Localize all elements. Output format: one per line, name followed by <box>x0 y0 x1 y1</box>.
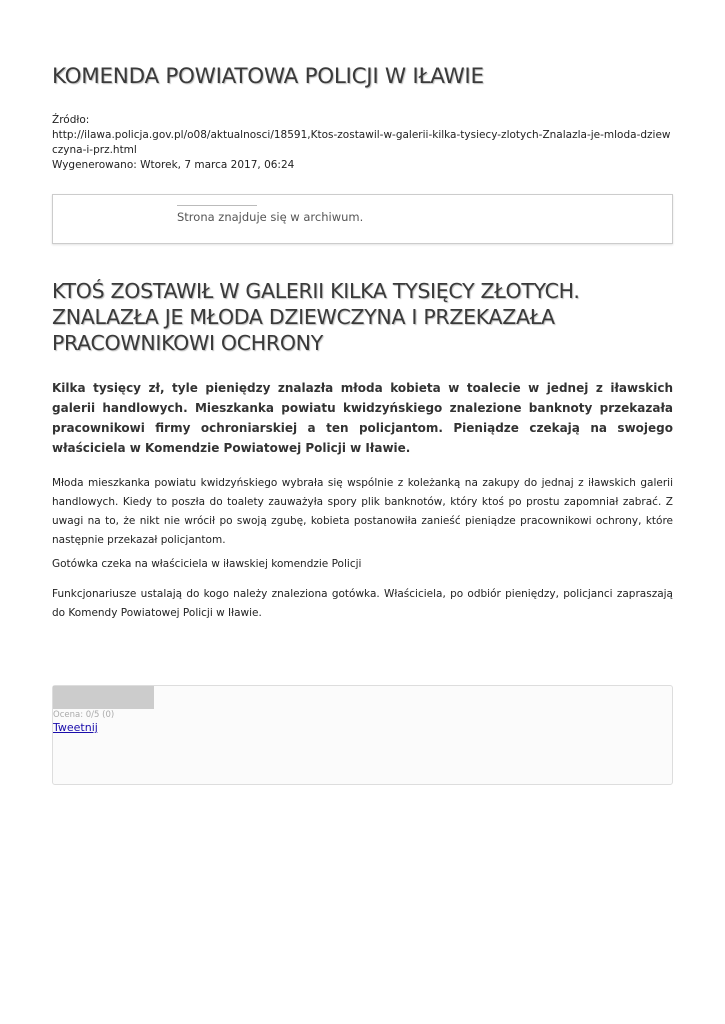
article-title: KTOŚ ZOSTAWIŁ W GALERII KILKA TYSIĘCY ZŁOTYCH. ZNALAZŁA JE MŁODA DZIEWCZYNA I PRZEKAZAŁA PRACOWNIKOWI OCHRONY <box>52 279 580 355</box>
archive-divider <box>177 205 257 206</box>
article-paragraph: Funkcjonariusze ustalają do kogo należy znaleziona gotówka. Właściciela, po odbiór pieniędzy, policjanci zapraszają do Komendy Powiatowej Policji w Iławie. <box>52 588 673 619</box>
source-label: Źródło: <box>52 114 90 126</box>
source-url: http://ilawa.policja.gov.pl/o08/aktualnosci/18591,Ktos-zostawil-w-galerii-kilka-tysiecy-zlotych-Znalazla-je-mloda-dziewczyna-i-prz.html <box>52 129 671 156</box>
article-paragraph: Gotówka czeka na właściciela w iławskiej komendzie Policji <box>52 558 362 570</box>
archive-notice: Strona znajduje się w archiwum. <box>177 210 364 224</box>
source-meta <box>52 113 673 173</box>
share-rating-box <box>52 685 673 785</box>
generated-date: Wygenerowano: Wtorek, 7 marca 2017, 06:24 <box>52 159 295 171</box>
archive-notice-box <box>52 194 673 244</box>
rating-stars-bar[interactable] <box>53 686 154 709</box>
article-paragraph: Młoda mieszkanka powiatu kwidzyńskiego wybrała się wspólnie z koleżanką na zakupy do jednaj z iławskich galerii handlowych. Kiedy to poszła do toalety zauważyła spory plik banknotów, który ktoś po prostu zapomniał zabrać. Z uwagi na to, że nikt nie wrócił po swoją zgubę, kobieta postanowiła zanieść pieniądze pracownikowi ochrony, które następnie przekazał policjantom. <box>52 477 673 546</box>
article-lead: Kilka tysięcy zł, tyle pieniędzy znalazła młoda kobieta w toalecie w jednej z iławskich galerii handlowych. Mieszkanka powiatu kwidzyńskiego znalezione banknoty przekazała pracownikowi firmy ochroniarskiej a ten policjantom. Pieniądze czekają na swojego właściciela w Komendzie Powiatowej Policji w Iławie. <box>52 381 673 455</box>
rating-text: Ocena: 0/5 (0) <box>53 710 115 720</box>
tweet-link[interactable]: Tweetnij <box>53 721 98 734</box>
site-title: KOMENDA POWIATOWA POLICJI W IŁAWIE <box>52 64 484 89</box>
